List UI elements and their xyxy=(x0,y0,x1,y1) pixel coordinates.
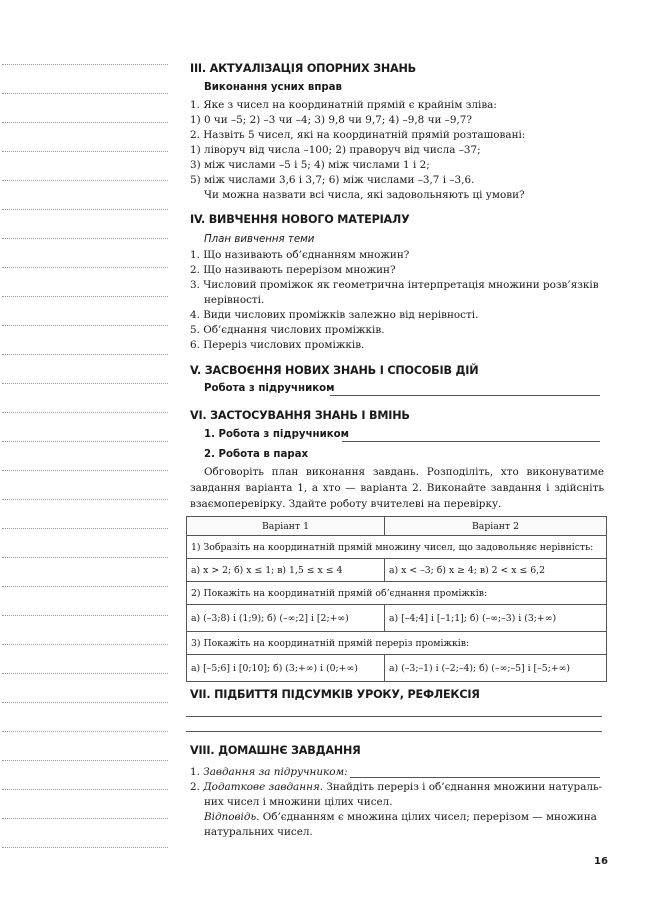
margin-line xyxy=(2,412,168,413)
answer-line[interactable] xyxy=(186,731,602,732)
text-line: 5) між числами 3,6 і 3,7; 6) між числами –3,7 і –3,6. xyxy=(190,174,475,186)
variant-2-header: Варіант 2 xyxy=(385,517,607,536)
margin-line xyxy=(2,818,168,819)
plan-item: 3. Числовий проміжок як геометрична інтерпретація множини розв’язків xyxy=(190,279,599,291)
homework-answer xyxy=(204,810,597,824)
margin-line xyxy=(2,267,168,268)
section-5-work-label: Робота з підручником xyxy=(204,383,335,394)
homework-item-2-label: Додаткове завдання. xyxy=(203,781,324,793)
answer-text: Об’єднанням є множина цілих чисел; перерізом — множина xyxy=(262,811,597,823)
homework-item-2-text: Знайдіть переріз і об’єднання множини натураль- xyxy=(326,781,603,793)
homework-item-2-continued: них чисел і множини цілих чисел. xyxy=(204,796,393,808)
margin-line xyxy=(2,151,168,152)
margin-line xyxy=(2,180,168,181)
homework-item-1-number: 1. xyxy=(190,766,200,778)
section-5-heading: V. ЗАСВОЄННЯ НОВИХ ЗНАНЬ І СПОСОБІВ ДІЙ xyxy=(190,364,479,377)
plan-label: План вивчення теми xyxy=(204,234,315,245)
margin-line xyxy=(2,702,168,703)
text-line: 2. Назвіть 5 чисел, які на координатній прямій розташовані: xyxy=(190,129,526,141)
section-4-heading: IV. ВИВЧЕННЯ НОВОГО МАТЕРІАЛУ xyxy=(190,213,410,226)
homework-item-2 xyxy=(190,780,602,794)
section-7-heading: VII. ПІДБИТТЯ ПІДСУМКІВ УРОКУ, РЕФЛЕКСІЯ xyxy=(190,688,480,701)
margin-line xyxy=(2,64,168,65)
homework-item-2-number: 2. xyxy=(190,781,200,793)
variants-table xyxy=(186,516,607,682)
margin-line xyxy=(2,470,168,471)
margin-line xyxy=(2,586,168,587)
task-3-variant-2: а) (–3;–1) і (–2;–4); б) (–∞;–5] і [–5;+∞) xyxy=(385,655,607,682)
task-1-variant-2: а) x < –3; б) x ≥ 4; в) 2 < x ≤ 6,2 xyxy=(385,559,607,582)
page-number: 16 xyxy=(594,856,608,867)
homework-item-1 xyxy=(190,765,348,779)
margin-line xyxy=(2,238,168,239)
task-2-prompt: 2) Покажіть на координатній прямій об’єднання проміжків: xyxy=(187,582,607,605)
margin-line xyxy=(2,296,168,297)
plan-item: 6. Переріз числових проміжків. xyxy=(190,339,365,351)
margin-line xyxy=(2,615,168,616)
margin-line xyxy=(2,528,168,529)
margin-line xyxy=(2,383,168,384)
margin-line xyxy=(2,209,168,210)
margin-line xyxy=(2,789,168,790)
answer-label: Відповідь. xyxy=(204,811,260,823)
task-1-variant-1: а) x > 2; б) x ≤ 1; в) 1,5 ≤ x ≤ 4 xyxy=(187,559,385,582)
homework-item-1-label: Завдання за підручником: xyxy=(203,766,348,778)
margin-line xyxy=(2,731,168,732)
section-6-item-2: 2. Робота в парах xyxy=(204,449,309,460)
section-8-heading: VIII. ДОМАШНЄ ЗАВДАННЯ xyxy=(190,744,361,757)
answer-line[interactable] xyxy=(350,777,600,778)
section-3-subtitle: Виконання усних вправ xyxy=(204,82,342,93)
margin-line xyxy=(2,93,168,94)
plan-item: 4. Види числових проміжків залежно від нерівності. xyxy=(190,309,479,321)
text-line: Чи можна назвати всі числа, які задовольняють ці умови? xyxy=(204,189,525,201)
plan-item: 1. Що називають об’єднанням множин? xyxy=(190,249,410,261)
task-3-prompt: 3) Покажіть на координатній прямій переріз проміжків: xyxy=(187,632,607,655)
text-line: 1. Яке з чисел на координатній прямій є крайнім зліва: xyxy=(190,99,497,111)
margin-line xyxy=(2,557,168,558)
plan-item: 2. Що називають перерізом множин? xyxy=(190,264,396,276)
margin-line xyxy=(2,673,168,674)
task-3-variant-1: а) [–5;6] і [0;10]; б) (3;+∞) і (0;+∞) xyxy=(187,655,385,682)
text-line: 1) ліворуч від числа –100; 2) праворуч від числа –37; xyxy=(190,144,481,156)
margin-line xyxy=(2,325,168,326)
text-line: 3) між числами –5 і 5; 4) між числами 1 і 2; xyxy=(190,159,430,171)
task-2-variant-2: а) [–4;4] і [–1;1]; б) (–∞;–3) і (3;+∞) xyxy=(385,605,607,632)
answer-line[interactable] xyxy=(186,716,602,717)
margin-line xyxy=(2,644,168,645)
margin-line xyxy=(2,499,168,500)
text-line: 1) 0 чи –5; 2) –3 чи –4; 3) 9,8 чи 9,7; 4) –9,8 чи –9,7? xyxy=(190,114,472,126)
margin-line xyxy=(2,441,168,442)
section-6-paragraph: Обговоріть план виконання завдань. Розподіліть, хто виконуватиме завдання варіанта 1, а хто — варіанта 2. Виконайте завдання і здійсніть взаємоперевірку. Здайте роботу вчителеві на перевірку. xyxy=(190,466,604,510)
plan-item: нерівності. xyxy=(204,294,265,306)
section-3-heading: III. АКТУАЛІЗАЦІЯ ОПОРНИХ ЗНАНЬ xyxy=(190,62,416,75)
margin-line xyxy=(2,122,168,123)
variant-1-header: Варіант 1 xyxy=(187,517,385,536)
section-6-item-1: 1. Робота з підручником xyxy=(204,429,349,440)
homework-answer-continued: натуральних чисел. xyxy=(204,826,313,838)
task-2-variant-1: а) (–3;8) і (1;9); б) (–∞;2] і [2;+∞) xyxy=(187,605,385,632)
section-6-heading: VI. ЗАСТОСУВАННЯ ЗНАНЬ І ВМІНЬ xyxy=(190,409,410,422)
margin-line xyxy=(2,760,168,761)
answer-line[interactable] xyxy=(330,395,600,396)
answer-line[interactable] xyxy=(342,441,600,442)
margin-line xyxy=(2,847,168,848)
margin-line xyxy=(2,354,168,355)
plan-item: 5. Об’єднання числових проміжків. xyxy=(190,324,385,336)
task-1-prompt: 1) Зобразіть на координатній прямій множину чисел, що задовольняє нерівність: xyxy=(187,536,607,559)
